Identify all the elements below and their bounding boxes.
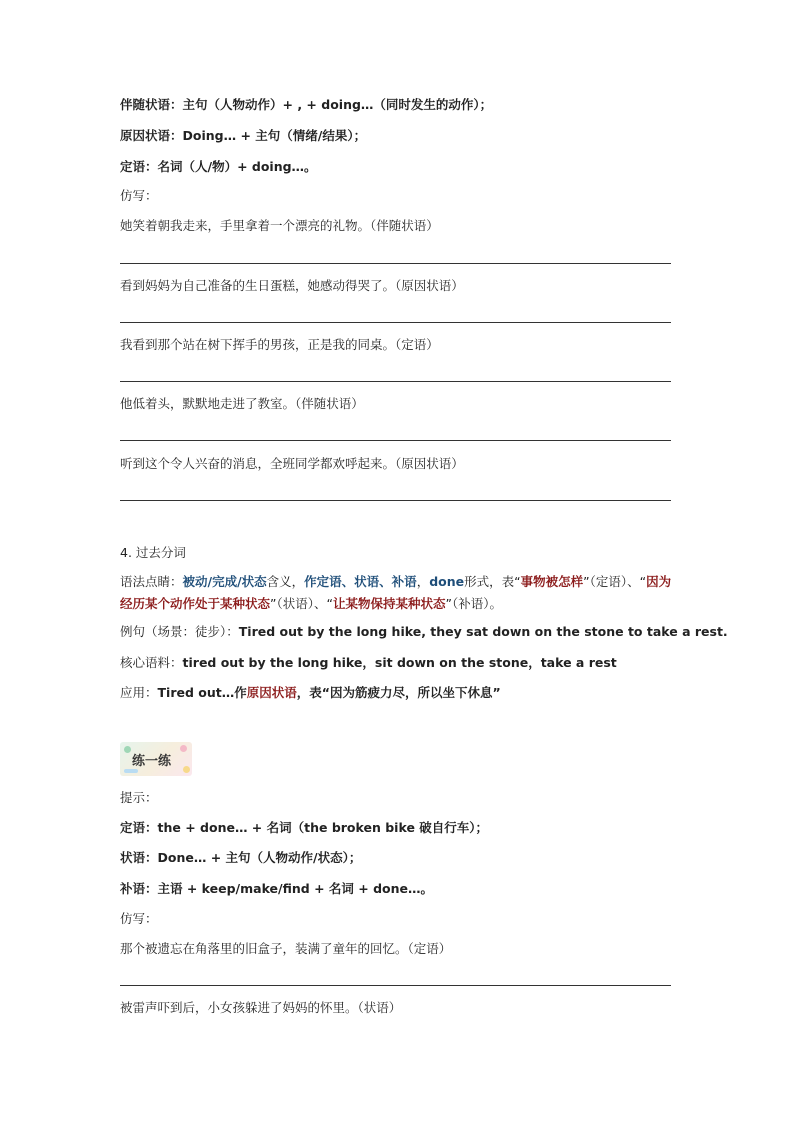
decor-dot-icon [180,745,187,752]
grammar-text: ”（状语）、“ [270,596,333,611]
rule-attributive: 定语：名词（人/物）+ doing…。 [120,159,317,174]
answer-line[interactable] [120,440,671,441]
grammar-form: done [429,574,465,589]
application-text: ，表“因为筋疲力尽，所以坐下休息” [296,685,501,700]
example-label: 例句（场景：徒步）： [120,624,239,639]
exercise-item: 她笑着朝我走来，手里拿着一个漂亮的礼物。（伴随状语） [120,218,439,233]
grammar-text: 含义， [266,574,305,589]
hint-attributive: 定语：the + done… + 名词（the broken bike 破自行车）； [120,820,489,835]
grammar-text: ”（定语）、“ [583,574,647,589]
grammar-label: 语法点睛： [120,574,183,589]
decor-bar-icon [124,769,138,773]
decor-dot-icon [124,746,131,753]
grammar-text: ”（补语）。 [445,596,502,611]
application [120,684,501,702]
application-text: Tired out…作 [157,685,247,700]
exercise-item: 那个被遗忘在角落里的旧盒子，装满了童年的回忆。（定语） [120,941,452,956]
exercise-item: 被雷声吓到后，小女孩躲进了妈妈的怀里。（状语） [120,1000,402,1015]
core-material [120,654,617,672]
example-text: Tired out by the long hike, they sat down on the stone to take a rest. [238,624,728,639]
exercise-item: 听到这个令人兴奋的消息，全班同学都欢呼起来。（原因状语） [120,456,464,471]
practice-label: 仿写： [120,188,158,203]
grammar-text: 形式，表“ [464,574,521,589]
application-highlight: 原因状语 [246,685,297,700]
hint-complement: 补语：主语 + keep/make/find + 名词 + done…。 [120,881,433,896]
grammar-text: ， [416,574,430,589]
application-label: 应用： [120,685,158,700]
core-label: 核心语料： [120,655,183,670]
answer-line[interactable] [120,985,671,986]
practice-badge [120,742,192,776]
exercise-item: 我看到那个站在树下挥手的男孩，正是我的同桌。（定语） [120,337,439,352]
decor-dot-icon [183,766,190,773]
answer-line[interactable] [120,322,671,323]
practice-label: 仿写： [120,911,158,926]
rule-accompanying: 伴随状语：主句（人物动作）+ , + doing…（同时发生的动作）； [120,97,493,112]
grammar-meaning: 被动/完成/状态 [182,574,267,589]
hint-adverbial: 状语：Done… + 主句（人物动作/状态）； [120,850,362,865]
hint-label: 提示： [120,790,158,805]
grammar-point [120,571,680,615]
grammar-functions: 作定语、状语、补语 [304,574,417,589]
grammar-adverbial-meaning: 因为经历某个动作处于某种状态 [120,574,672,611]
answer-line[interactable] [120,500,671,501]
core-text: tired out by the long hike，sit down on the stone，take a rest [182,655,617,670]
practice-badge-label: 练一练 [132,754,172,769]
exercise-item: 他低着头，默默地走进了教室。（伴随状语） [120,396,364,411]
exercise-item: 看到妈妈为自己准备的生日蛋糕，她感动得哭了。（原因状语） [120,278,464,293]
grammar-attributive-meaning: 事物被怎样 [520,574,584,589]
grammar-complement-meaning: 让某物保持某种状态 [332,596,446,611]
example-sentence [120,623,728,641]
rule-cause: 原因状语：Doing… + 主句（情绪/结果）； [120,128,367,143]
answer-line[interactable] [120,263,671,264]
section-heading: 4. 过去分词 [120,545,186,560]
answer-line[interactable] [120,381,671,382]
